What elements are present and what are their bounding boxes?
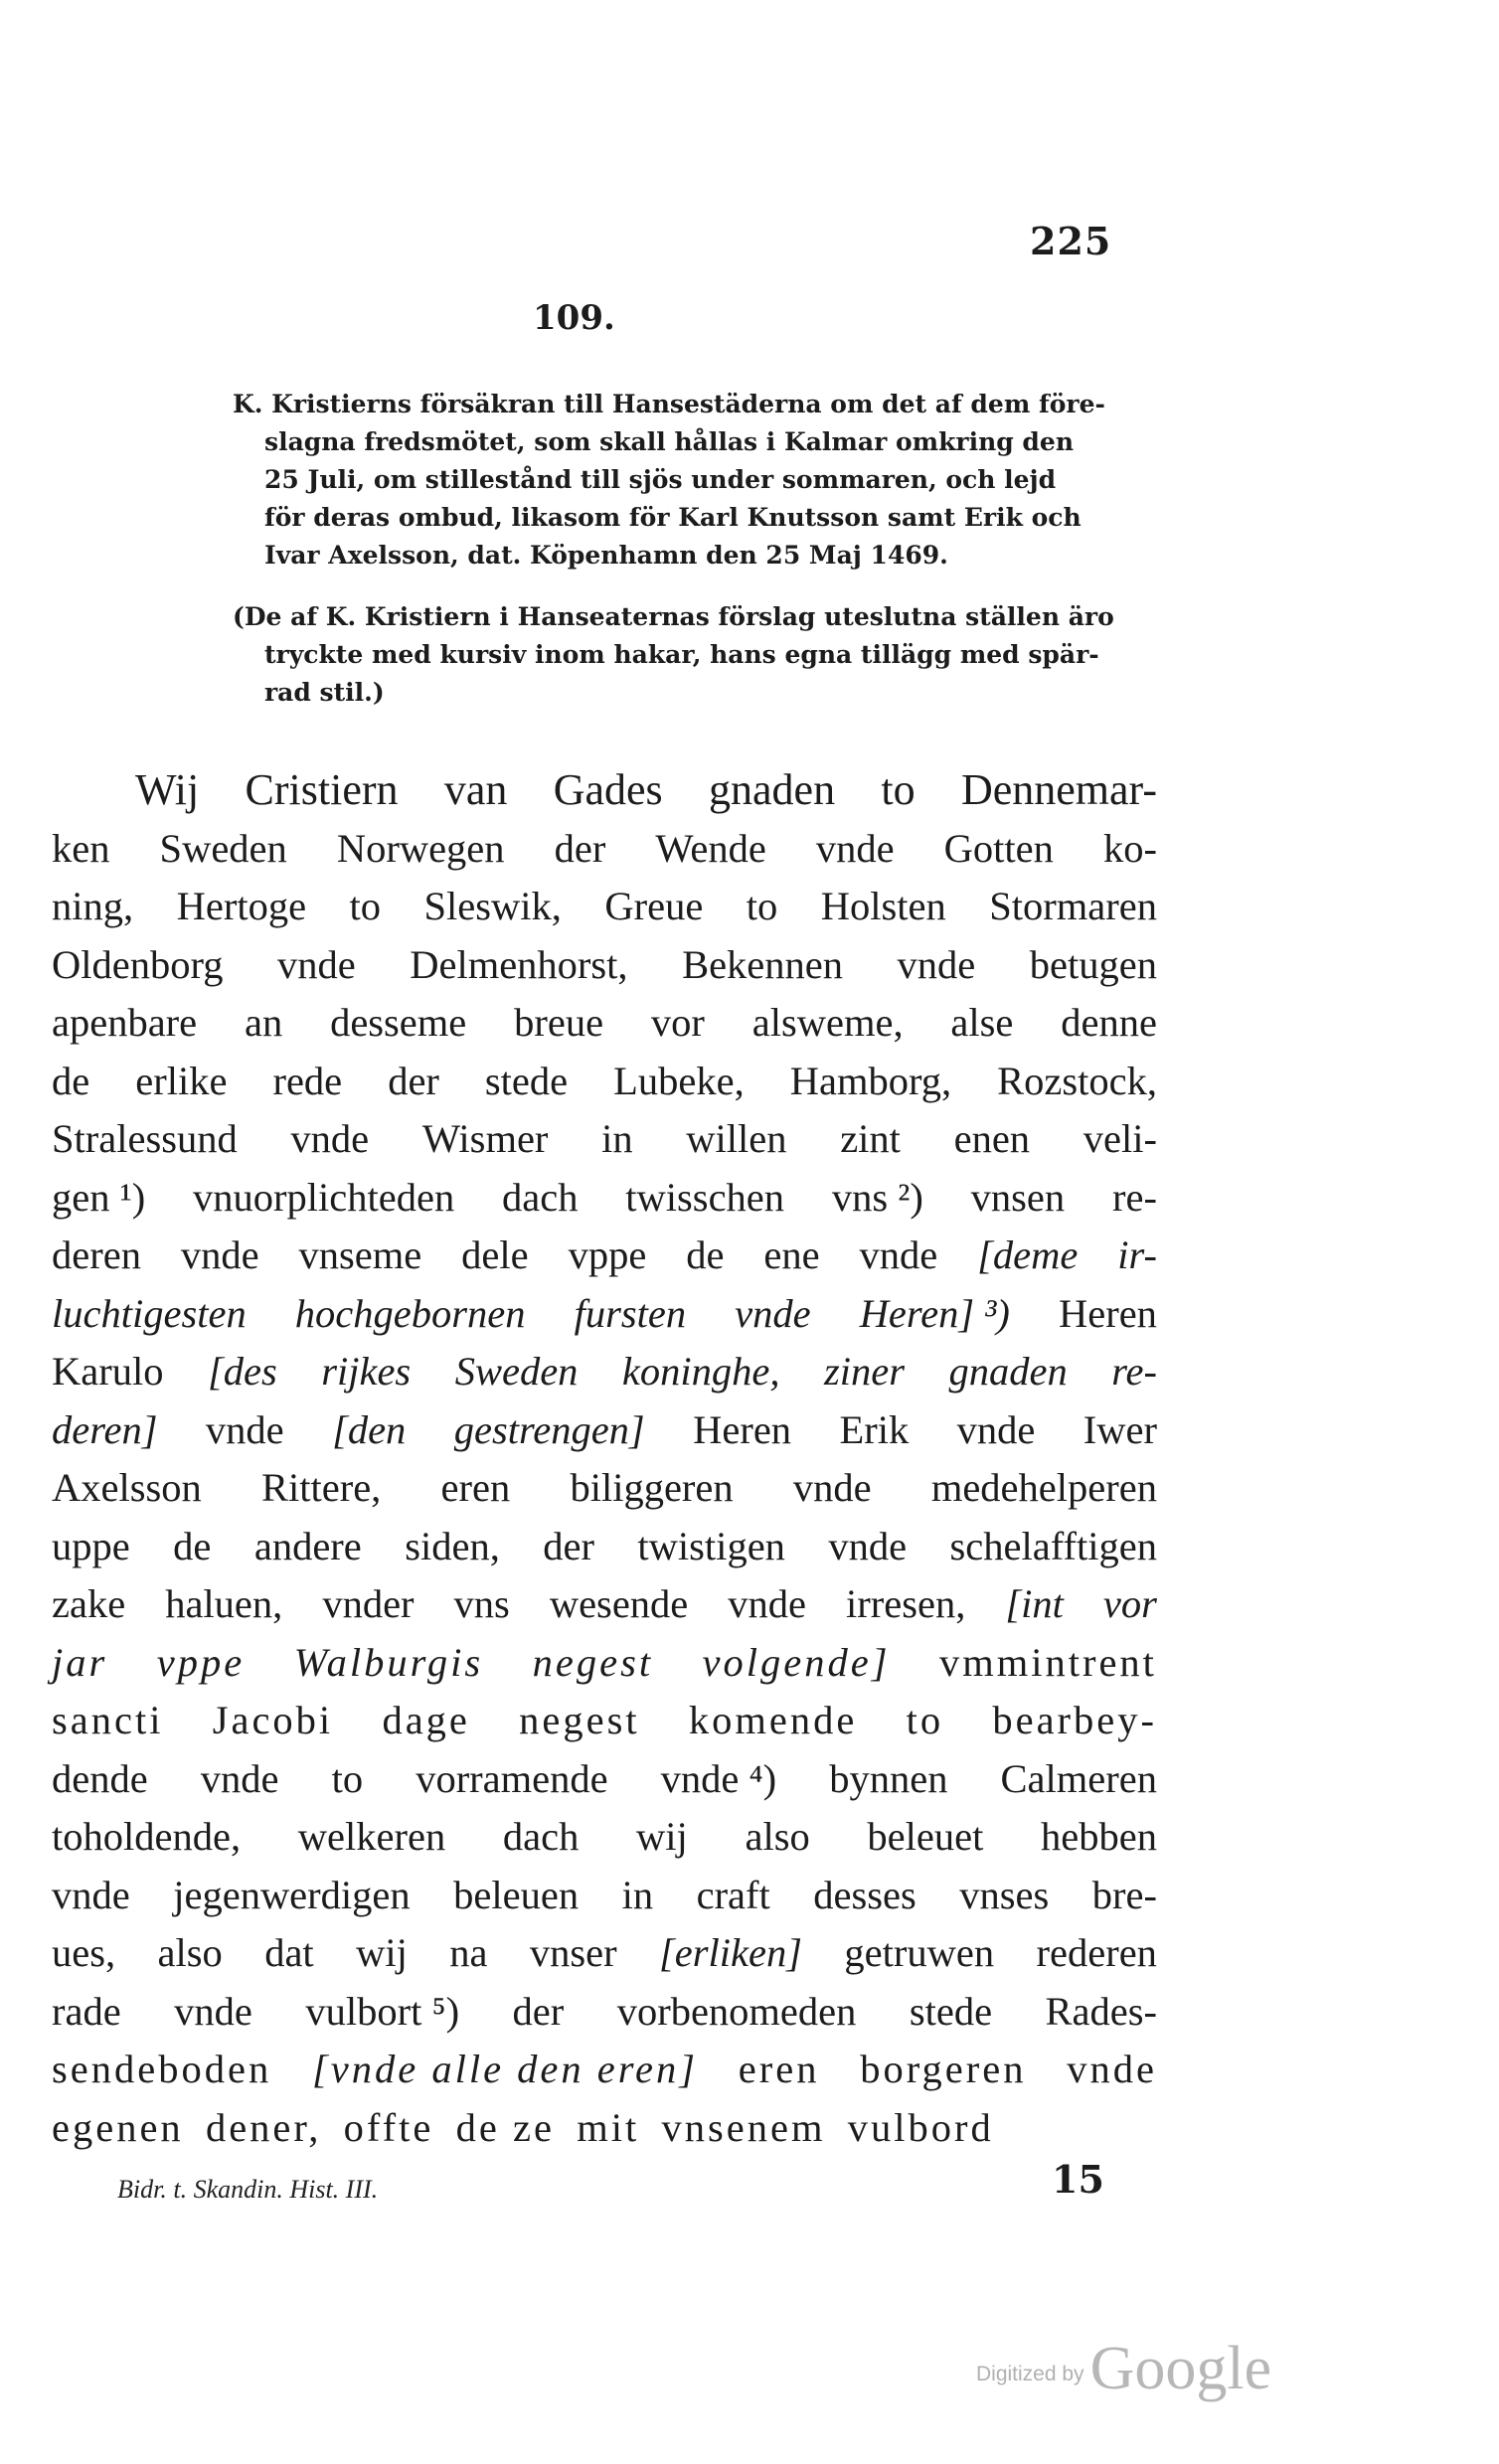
body-word: vnde — [735, 1290, 811, 1336]
body-word: Gotten — [943, 825, 1054, 871]
body-word: wesende — [549, 1581, 689, 1626]
body-line — [52, 1924, 1157, 1983]
document-heading — [233, 386, 1157, 575]
body-word: Delmenhorst, — [410, 941, 628, 987]
body-word: vnsenem — [661, 2104, 826, 2150]
editorial-line: tryckte med kursiv inom hakar, hans egna tillägg med spär- — [264, 640, 1099, 669]
body-word: der — [554, 825, 606, 871]
body-word: Wij — [135, 765, 200, 814]
body-word: de — [686, 1232, 725, 1277]
body-word: egenen — [52, 2104, 184, 2150]
body-word: dage — [382, 1698, 470, 1742]
body-word: Jacobi — [212, 1698, 334, 1742]
body-line — [52, 1227, 1157, 1285]
body-word: komende — [688, 1698, 858, 1742]
body-word: vnde — [180, 1232, 259, 1277]
body-word: Wismer — [421, 1116, 549, 1161]
body-line — [52, 1575, 1157, 1634]
body-word: volgende] — [702, 1639, 891, 1685]
signature-mark: Bidr. t. Skandin. Hist. III. — [117, 2175, 379, 2204]
body-word: van — [443, 765, 508, 814]
heading-line: 25 Juli, om stillestånd till sjös under sommaren, och lejd — [264, 465, 1057, 494]
body-word: [des — [207, 1349, 277, 1394]
body-word: Oldenborg — [52, 941, 224, 987]
body-word: gen ¹) — [52, 1174, 146, 1220]
editorial-note — [233, 598, 1157, 712]
body-word: dele — [461, 1232, 529, 1277]
body-word: vnses — [959, 1872, 1050, 1917]
body-word: ues, — [52, 1930, 116, 1975]
body-word: vnde — [897, 941, 976, 987]
body-word: der — [388, 1058, 439, 1103]
body-word: Heren] ³) — [859, 1290, 1010, 1336]
body-word: andere — [253, 1523, 362, 1568]
body-word: dach — [502, 1814, 580, 1859]
body-word: vnsen — [970, 1174, 1066, 1220]
body-word: welkeren — [297, 1814, 446, 1859]
body-line — [52, 936, 1157, 995]
body-word: Heren — [1059, 1290, 1157, 1336]
body-word: eren — [738, 2047, 820, 2091]
body-word: vnde — [1067, 2047, 1157, 2091]
body-word: der — [543, 1523, 594, 1568]
body-word: stede — [484, 1058, 569, 1103]
body-word: gnaden — [709, 765, 836, 814]
body-word: betugen — [1029, 941, 1157, 987]
charter-body-text — [52, 761, 1157, 2157]
body-word: na — [449, 1930, 488, 1975]
body-word: twistigen — [637, 1523, 785, 1568]
body-word: Holsten — [820, 884, 946, 928]
body-word: craft — [696, 1872, 770, 1917]
body-word: vnde ⁴) — [660, 1755, 777, 1801]
body-word: in — [601, 1116, 633, 1161]
body-word: getruwen — [844, 1930, 995, 1975]
body-word: luchtigesten — [52, 1290, 247, 1336]
body-word: dach — [502, 1174, 579, 1220]
body-word: Axelsson — [52, 1465, 202, 1510]
body-word: wij — [356, 1930, 408, 1975]
body-word: vnde — [276, 941, 356, 987]
body-word: biliggeren — [570, 1465, 734, 1510]
body-line — [52, 1692, 1157, 1750]
body-word: vnde — [956, 1406, 1036, 1452]
body-line — [52, 1459, 1157, 1518]
body-word: enen — [953, 1116, 1031, 1161]
body-line — [52, 878, 1157, 936]
sheet-number: 15 — [1052, 2157, 1104, 2202]
body-word: alsweme, — [751, 1000, 904, 1045]
body-word: also — [745, 1814, 810, 1859]
body-word: beleuen — [453, 1872, 580, 1917]
body-word: vnuorplichteden — [193, 1174, 455, 1220]
body-word: irresen, — [846, 1581, 966, 1626]
google-logo-text: Google — [1089, 2335, 1272, 2402]
heading-line: K. Kristierns försäkran till Hansestäderna om det af dem före- — [233, 390, 1105, 418]
heading-line: för deras ombud, likasom för Karl Knutsson samt Erik och — [264, 503, 1082, 532]
body-word: [vnde alle den eren] — [311, 2047, 698, 2091]
body-word: [den — [332, 1406, 407, 1452]
body-word: Hamborg, — [789, 1058, 952, 1103]
body-word: stede — [909, 1988, 993, 2034]
body-word: fursten — [574, 1290, 687, 1336]
body-word: der — [512, 1988, 565, 2034]
body-word: de — [52, 1058, 90, 1103]
body-word: haluen, — [165, 1581, 283, 1626]
body-word: siden, — [405, 1523, 500, 1568]
body-word: sancti — [52, 1698, 164, 1742]
body-line — [52, 1983, 1157, 2042]
body-word: [int — [1005, 1581, 1064, 1626]
body-word: alse — [950, 1000, 1014, 1045]
body-word: Heren — [693, 1406, 792, 1452]
body-word: Rozstock, — [997, 1058, 1157, 1103]
body-word: Sleswik, — [423, 884, 562, 928]
body-word: beleuet — [867, 1814, 984, 1859]
body-line — [52, 1169, 1157, 1228]
body-word: to — [746, 884, 778, 928]
document-number: 109. — [533, 298, 615, 338]
body-word: zake — [52, 1581, 126, 1626]
body-word: uppe — [52, 1523, 130, 1568]
body-word: vppe — [156, 1639, 246, 1685]
body-word: an — [244, 1000, 283, 1045]
body-word: [deme — [977, 1232, 1079, 1277]
body-word: Cristiern — [245, 765, 399, 814]
watermark-prefix: Digitized by — [976, 2363, 1084, 2385]
body-word: gnaden — [948, 1349, 1068, 1394]
body-word: Sweden — [159, 825, 287, 871]
body-word: deren] — [52, 1406, 158, 1452]
body-line — [52, 1750, 1157, 1809]
body-word: koninghe, — [621, 1349, 780, 1394]
body-word: vnde — [174, 1988, 252, 2034]
body-word: negest — [532, 1639, 654, 1685]
body-word: dener, — [205, 2104, 322, 2150]
body-word: Calmeren — [1000, 1755, 1157, 1801]
body-word: hebben — [1041, 1814, 1157, 1859]
body-word: vns ²) — [831, 1174, 923, 1220]
body-word: apenbare — [52, 1000, 198, 1045]
body-word: Iwer — [1083, 1406, 1157, 1452]
body-word: vnde — [792, 1465, 872, 1510]
body-line — [52, 761, 1157, 820]
page-number: 225 — [1030, 219, 1112, 263]
body-word: schelafftigen — [949, 1523, 1157, 1568]
body-line — [52, 1808, 1157, 1867]
body-word: vnde — [815, 825, 895, 871]
body-word: vppe — [568, 1232, 647, 1277]
body-word: Dennemar- — [960, 765, 1157, 814]
body-word: vor — [650, 1000, 705, 1045]
body-line — [52, 1343, 1157, 1401]
body-word: rade — [52, 1988, 121, 2034]
body-word: to — [906, 1698, 944, 1742]
body-word: jegenwerdigen — [173, 1872, 411, 1917]
body-word: negest — [519, 1698, 640, 1742]
body-line — [52, 1053, 1157, 1111]
body-word: vulbort ⁵) — [305, 1988, 460, 2034]
body-word: Bekennen — [682, 941, 844, 987]
body-word: dende — [52, 1755, 148, 1801]
body-word: Stormaren — [989, 884, 1157, 928]
body-word: bynnen — [829, 1755, 948, 1801]
body-word: also — [157, 1930, 223, 1975]
body-word: bre- — [1091, 1872, 1157, 1917]
body-word: toholdende, — [52, 1814, 242, 1859]
body-word: desseme — [330, 1000, 467, 1045]
body-word: ene — [763, 1232, 820, 1277]
body-word: vnde — [290, 1116, 370, 1161]
editorial-line: rad stil.) — [264, 678, 385, 707]
body-word: vnde — [205, 1406, 284, 1452]
body-word: sendeboden — [52, 2047, 272, 2091]
body-word: Walburgis — [293, 1639, 484, 1685]
body-word: hochgebornen — [294, 1290, 526, 1336]
body-word: eren — [440, 1465, 511, 1510]
body-word: denne — [1061, 1000, 1157, 1045]
body-word: rederen — [1036, 1930, 1157, 1975]
body-word: de — [173, 1523, 212, 1568]
body-word: ziner — [824, 1349, 906, 1394]
body-word: gestrengen] — [453, 1406, 645, 1452]
heading-line: Ivar Axelsson, dat. Köpenhamn den 25 Maj 1469. — [264, 541, 948, 570]
body-line — [52, 1401, 1157, 1460]
body-word: willen — [686, 1116, 787, 1161]
editorial-line: (De af K. Kristiern i Hanseaternas förslag uteslutna ställen äro — [233, 602, 1114, 631]
body-word: vnde — [828, 1523, 908, 1568]
body-line — [52, 1867, 1157, 1925]
body-word: zint — [840, 1116, 901, 1161]
body-line — [52, 2099, 1157, 2158]
body-word: rede — [272, 1058, 343, 1103]
body-word: Gades — [553, 765, 663, 814]
body-word: Erik — [839, 1406, 910, 1452]
body-word: bearbey- — [992, 1698, 1157, 1742]
body-word: vnde — [859, 1232, 938, 1277]
body-word: Stralessund — [52, 1116, 238, 1161]
body-line — [52, 2041, 1157, 2099]
body-word: ir- — [1117, 1232, 1157, 1277]
body-word: ko- — [1102, 825, 1157, 871]
body-word: vorbenomeden — [616, 1988, 857, 2034]
body-word: deren — [52, 1232, 141, 1277]
body-word: jar — [52, 1639, 108, 1685]
body-line — [52, 1634, 1157, 1693]
body-word: re- — [1111, 1174, 1157, 1220]
body-word: in — [621, 1872, 654, 1917]
digitization-watermark — [976, 2334, 1271, 2404]
body-word: breue — [514, 1000, 604, 1045]
body-word: vnde — [52, 1872, 130, 1917]
body-word: veli- — [1083, 1116, 1157, 1161]
body-word: vulbord — [847, 2104, 994, 2150]
body-word: Hertoge — [176, 884, 307, 928]
body-word: de ze — [455, 2104, 555, 2150]
body-word: vorramende — [416, 1755, 608, 1801]
body-word: rijkes — [321, 1349, 412, 1394]
body-word: vnser — [529, 1930, 617, 1975]
body-line — [52, 1110, 1157, 1169]
body-word: Karulo — [52, 1349, 164, 1394]
body-word: to — [881, 765, 916, 814]
body-word: Sweden — [454, 1349, 579, 1394]
body-word: offte — [343, 2104, 434, 2150]
body-word: borgeren — [860, 2047, 1027, 2091]
body-word: twisschen — [625, 1174, 785, 1220]
body-word: Rades- — [1045, 1988, 1157, 2034]
body-word: vnde — [728, 1581, 807, 1626]
body-word: vns — [453, 1581, 510, 1626]
body-word: Norwegen — [336, 825, 505, 871]
body-word: to — [349, 884, 382, 928]
body-line — [52, 820, 1157, 879]
body-word: Greue — [604, 884, 704, 928]
body-word: vmmintrent — [938, 1639, 1157, 1685]
body-word: to — [331, 1755, 364, 1801]
body-line — [52, 994, 1157, 1053]
body-word: erlike — [135, 1058, 228, 1103]
heading-line: slagna fredsmötet, som skall hållas i Kalmar omkring den — [264, 427, 1074, 456]
body-line — [52, 1285, 1157, 1344]
body-word: ken — [52, 825, 110, 871]
body-word: Wende — [655, 825, 766, 871]
body-word: ning, — [52, 884, 134, 928]
body-word: vnseme — [298, 1232, 422, 1277]
body-word: wij — [636, 1814, 688, 1859]
body-word: vor — [1102, 1581, 1157, 1626]
body-word: desses — [813, 1872, 916, 1917]
body-word: re- — [1111, 1349, 1157, 1394]
body-word: vnde — [200, 1755, 279, 1801]
body-line — [52, 1518, 1157, 1576]
body-word: vnder — [322, 1581, 415, 1626]
body-word: dat — [264, 1930, 314, 1975]
body-word: [erliken] — [659, 1930, 802, 1975]
body-word: Lubeke, — [613, 1058, 745, 1103]
body-word: Rittere, — [260, 1465, 382, 1510]
body-word: medehelperen — [930, 1465, 1157, 1510]
body-word: mit — [577, 2104, 640, 2150]
